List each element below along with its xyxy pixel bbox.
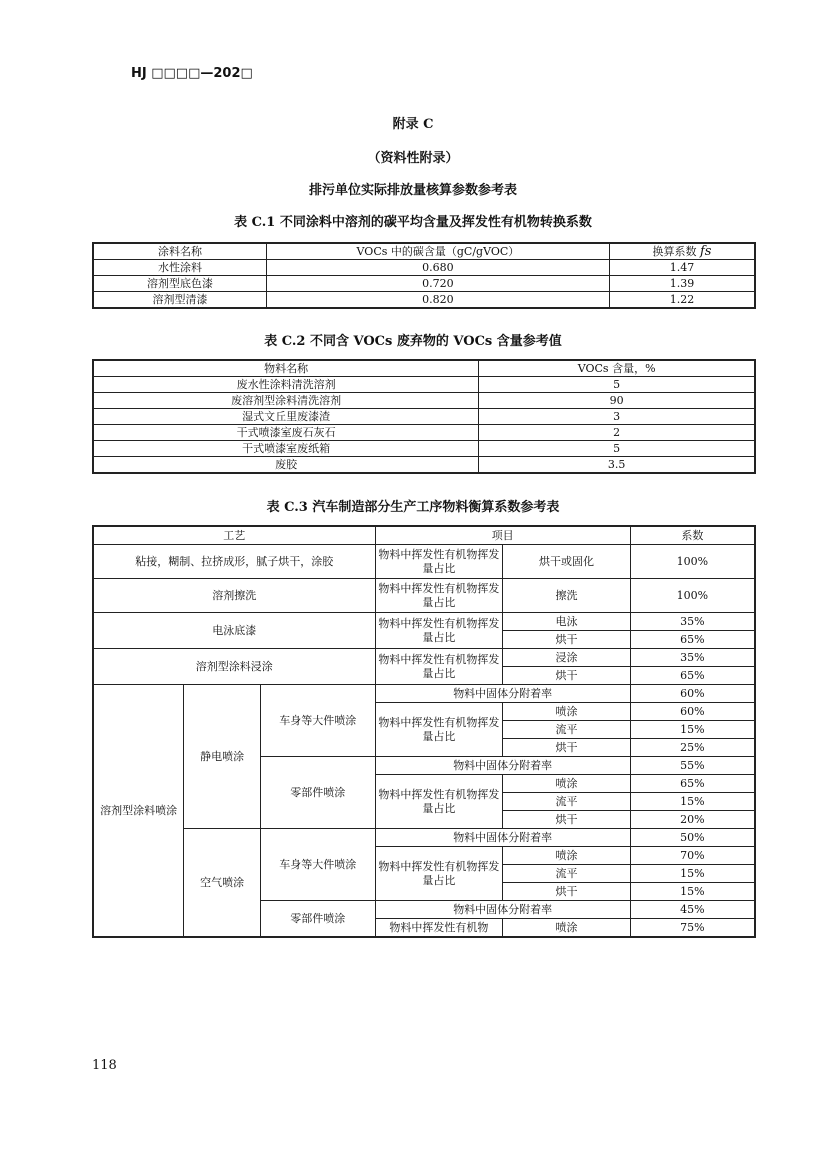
document-header: HJ □□□□—202□	[131, 66, 253, 81]
table-cell: 溶剂擦洗	[93, 579, 375, 613]
table-cell: 60%	[630, 685, 755, 703]
table-cell: 物料中挥发性有机物挥发量占比	[375, 703, 503, 757]
table-row	[93, 276, 755, 292]
table-cell: 物料中固体分附着率	[375, 685, 630, 703]
table-cell: 干式喷漆室废纸箱	[93, 441, 479, 457]
table-cell: 流平	[503, 721, 631, 739]
table-cell: 物料中挥发性有机物挥发量占比	[375, 847, 503, 901]
table-cell: 溶剂型涂料浸涂	[93, 649, 375, 685]
table-header-row	[93, 360, 755, 377]
table-cell: 空气喷涂	[184, 829, 261, 938]
table-cell: 物料中挥发性有机物挥发量占比	[375, 613, 503, 649]
table-cell: 烘干	[503, 739, 631, 757]
table-cell: 溶剂型底色漆	[93, 276, 266, 292]
table-cell: 物料中挥发性有机物挥发量占比	[375, 545, 503, 579]
header-cell: 项目	[375, 526, 630, 545]
header-cell: VOCs 含量，%	[479, 360, 755, 377]
table-cell: 喷涂	[503, 847, 631, 865]
table-cell: 烘干	[503, 811, 631, 829]
table-row	[93, 545, 755, 579]
header-cell: 涂料名称	[93, 243, 266, 260]
table-cell: 65%	[630, 775, 755, 793]
header-cell: 物料名称	[93, 360, 479, 377]
table-cell: 15%	[630, 865, 755, 883]
table-cell: 擦洗	[503, 579, 631, 613]
table-cell: 65%	[630, 667, 755, 685]
table-row	[93, 685, 755, 703]
table-cell: 粘接，糊制、拉挤成形，腻子烘干，涂胶	[93, 545, 375, 579]
table-cell: 15%	[630, 883, 755, 901]
table-row	[93, 441, 755, 457]
appendix-title: 附录 C	[392, 117, 434, 132]
table-cell: 20%	[630, 811, 755, 829]
table-cell: 75%	[630, 919, 755, 938]
header-cell: 工艺	[93, 526, 375, 545]
table-cell: 车身等大件喷涂	[260, 829, 375, 901]
table-cell: 3.5	[479, 457, 755, 474]
table-cell: 60%	[630, 703, 755, 721]
table-cell: 废水性涂料清洗溶剂	[93, 377, 479, 393]
table-cell: 5	[479, 441, 755, 457]
table-cell: 35%	[630, 613, 755, 631]
table-cell: 3	[479, 409, 755, 425]
table-row	[93, 425, 755, 441]
table-cell: 55%	[630, 757, 755, 775]
table-cell: 烘干或固化	[503, 545, 631, 579]
table-row	[93, 613, 755, 631]
table-cell: 物料中挥发性有机物挥发量占比	[375, 649, 503, 685]
table-cell: 溶剂型涂料喷涂	[93, 685, 184, 938]
table-cell: 烘干	[503, 631, 631, 649]
table-cell: 15%	[630, 793, 755, 811]
page-number: 118	[92, 1058, 117, 1073]
table-cell: 100%	[630, 579, 755, 613]
table1-caption: 表 C.1 不同涂料中溶剂的碳平均含量及挥发性有机物转换系数	[234, 215, 592, 230]
table-cell: 电泳	[503, 613, 631, 631]
table-cell: 废溶剂型涂料清洗溶剂	[93, 393, 479, 409]
table-row	[93, 579, 755, 613]
table-header-row	[93, 243, 755, 260]
table-cell: 25%	[630, 739, 755, 757]
table-cell: 浸涂	[503, 649, 631, 667]
table-cell: 喷涂	[503, 703, 631, 721]
table-row	[93, 292, 755, 309]
table2-caption: 表 C.2 不同含 VOCs 废弃物的 VOCs 含量参考值	[264, 334, 562, 349]
table-cell: 65%	[630, 631, 755, 649]
table-row	[93, 649, 755, 667]
table1	[92, 242, 756, 309]
table-row	[93, 260, 755, 276]
table-cell: 车身等大件喷涂	[260, 685, 375, 757]
table-row	[93, 393, 755, 409]
table-cell: 70%	[630, 847, 755, 865]
table-cell: 干式喷漆室废石灰石	[93, 425, 479, 441]
table-cell: 流平	[503, 865, 631, 883]
table3	[92, 525, 756, 938]
table-cell: 90	[479, 393, 755, 409]
table-cell: 物料中固体分附着率	[375, 757, 630, 775]
table-cell: 15%	[630, 721, 755, 739]
table-cell: 0.680	[266, 260, 609, 276]
table-cell: 35%	[630, 649, 755, 667]
table-cell: 零部件喷涂	[260, 901, 375, 938]
table-cell: 物料中挥发性有机物	[375, 919, 503, 938]
table-cell: 0.720	[266, 276, 609, 292]
table-cell: 5	[479, 377, 755, 393]
table-cell: 物料中固体分附着率	[375, 901, 630, 919]
table-cell: 100%	[630, 545, 755, 579]
table-cell: 零部件喷涂	[260, 757, 375, 829]
table-cell: 烘干	[503, 667, 631, 685]
table-row	[93, 377, 755, 393]
table-cell: 静电喷涂	[184, 685, 261, 829]
table-cell: 2	[479, 425, 755, 441]
table-cell: 流平	[503, 793, 631, 811]
table-cell: 喷涂	[503, 919, 631, 938]
table-cell: 50%	[630, 829, 755, 847]
table-cell: 1.22	[609, 292, 755, 309]
table-cell: 烘干	[503, 883, 631, 901]
table-cell: 45%	[630, 901, 755, 919]
main-title: 排污单位实际排放量核算参数参考表	[308, 183, 517, 198]
table-header-row	[93, 526, 755, 545]
table2	[92, 359, 756, 474]
table-row	[93, 829, 755, 847]
table-cell: 1.47	[609, 260, 755, 276]
table3-caption: 表 C.3 汽车制造部分生产工序物料衡算系数参考表	[266, 500, 560, 515]
table-cell: 物料中挥发性有机物挥发量占比	[375, 579, 503, 613]
table-cell: 湿式文丘里废漆渣	[93, 409, 479, 425]
table-cell: 1.39	[609, 276, 755, 292]
table-cell: 溶剂型清漆	[93, 292, 266, 309]
table-cell: 物料中挥发性有机物挥发量占比	[375, 775, 503, 829]
header-cell: VOCs 中的碳含量（gC/gVOC）	[266, 243, 609, 260]
table-cell: 水性涂料	[93, 260, 266, 276]
table-cell: 喷涂	[503, 775, 631, 793]
table-cell: 0.820	[266, 292, 609, 309]
table-cell: 废胶	[93, 457, 479, 474]
table-cell: 物料中固体分附着率	[375, 829, 630, 847]
table-row	[93, 409, 755, 425]
appendix-type: （资料性附录）	[367, 151, 459, 166]
table-row	[93, 457, 755, 474]
table-cell: 电泳底漆	[93, 613, 375, 649]
header-cell: 换算系数 fs	[609, 243, 755, 260]
header-cell: 系数	[630, 526, 755, 545]
